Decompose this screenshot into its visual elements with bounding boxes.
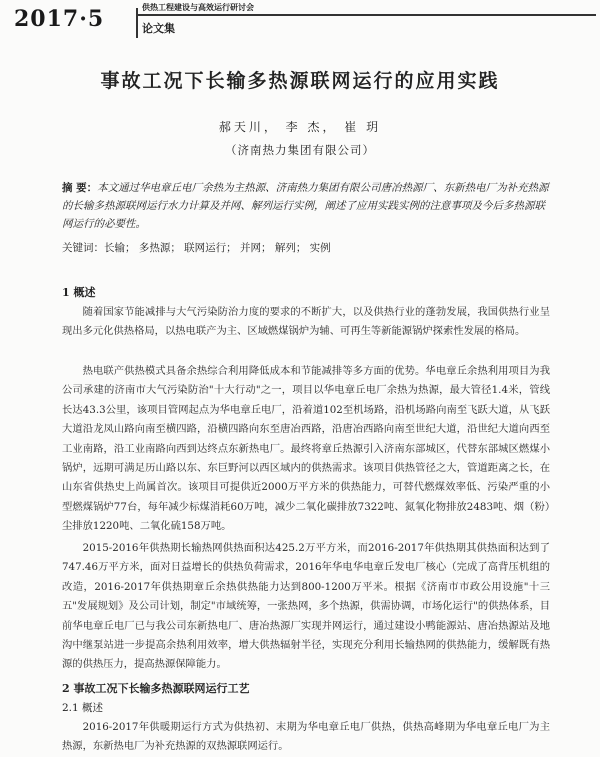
keywords-text: 长输； 多热源； 联网运行； 并网； 解列； 实例 [104,242,331,254]
abstract [62,179,550,233]
section-2-1-heading: 2.1 概述 [62,702,104,714]
collection-label: 论文集 [142,22,175,35]
keywords-label: 关键词： [62,242,104,254]
paper-title: 事故工况下长输多热源联网运行的应用实践 [100,70,500,92]
affiliation: （济南热力集团有限公司） [225,143,375,157]
author-list: 郝天川， 李 杰， 崔 玥 [218,120,382,134]
paragraph-3: 2015-2016年供热期长输热网供热面积达425.2万平方米，而2016-2017年供热期其供热面积达到了747.46万平方米，面对日益增长的供热负荷需求，2016年华电华电章丘发电厂核心（完成了高背压机组的改造，2016-2017年供热期章丘余热供热能力达到800-1200万平米。根据《济南市市政公用设施"十三五"发展规划》及公司计划，制定"市域统筹，一张热网，多个热源，供需协调，市场化运行"的供热体系，目前华电章丘电厂已与我公司东新热电厂、唐冶热源厂实现并网运行，通过建设小鸭能源站、唐冶热源站及地沟中继泵站进一步提高余热利用效率，增大供热辐射半径，实现充分利用长输热网的供热能力，缓解既有热源的供热压力，提高热源保障能力。 [62,542,550,671]
abstract-label: 摘 要： [62,182,98,194]
running-header [0,0,600,46]
header-rule [136,14,596,16]
header-divider-vertical [136,8,138,38]
conference-name: 供热工程建设与高效运行研讨会 [142,2,254,12]
paragraph-2: 热电联产供热模式具备余热综合利用降低成本和节能减排等多方面的优势。华电章丘余热利用项目为我公司承建的济南市大气污染防治"十大行动"之一，项目以华电章丘电厂余热为热源，最大管径1.4米，管线长达43.3公里，该项目管网起点为华电章丘电厂，沿着道102至机场路，沿机场路向南至飞跃大道，从飞跃大道沿龙凤山路向南至横四路，沿横四路向东至唐冶西路，沿唐冶西路向南至世纪大道，沿世纪大道向西至工业南路，沿工业南路向西到达终点东新热电厂。最终将章丘热源引入济南东部城区，代替东部城区燃煤小锅炉，远期可满足历山路以东、东巨野河以西区域内的供热需求。该项目供热管径之大，管道距离之长，在山东省供热史上尚属首次。该项目可提供近2000万平方米的供热能力，可替代燃煤效率低、污染严重的小型燃煤锅炉77台，每年减少标煤消耗60万吨，减少二氧化碳排放7322吨、氮氧化物排放2483吨、烟（粉）尘排放1220吨、二氧化硫158万吨。 [62,365,550,533]
header-year: 2017·5 [14,6,105,32]
section-2-heading: 2 事故工况下长输多热源联网运行工艺 [62,682,250,695]
abstract-text: 本文通过华电章丘电厂余热为主热源、济南热力集团有限公司唐冶热源厂、东新热电厂为补充热源的长输多热源联网运行水力计算及并网、解列运行实例，阐述了应用实践实例的注意事项及今后多热源联网运行的必要性。 [62,182,549,230]
section-1-heading: 1 概述 [62,286,96,299]
paragraph-4: 2016-2017年供暖期运行方式为供热初、末期为华电章丘电厂供热，供热高峰期为华电章丘电厂为主热源，东新热电厂为补充热源的双热源联网运行。 [62,721,550,753]
keywords [62,239,550,257]
paragraph-1: 随着国家节能减排与大气污染防治力度的要求的不断扩大，以及供热行业的蓬勃发展，我国供热行业呈现出多元化供热格局，以热电联产为主、区域燃煤锅炉为辅、可再生等新能源锅炉探索性发展的格局。 [62,306,550,338]
